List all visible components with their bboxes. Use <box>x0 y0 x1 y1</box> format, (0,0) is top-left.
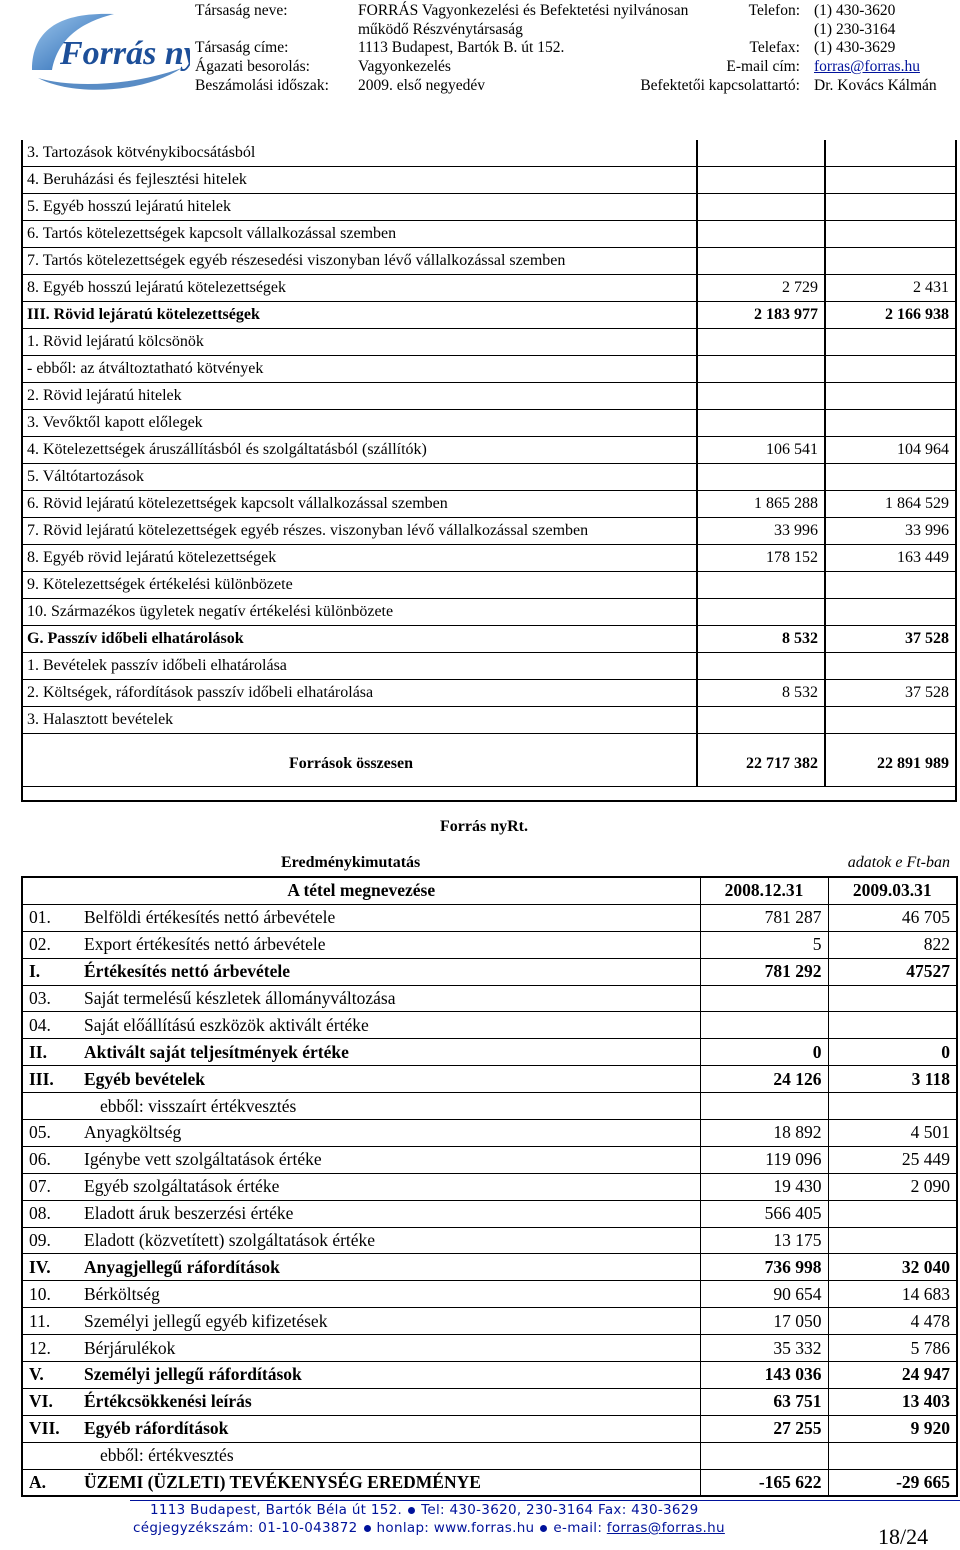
balance-row-value-2008 <box>697 248 825 275</box>
balance-row-value-2009 <box>825 707 955 734</box>
income-row-label: Bérjárulékok <box>78 1335 700 1362</box>
balance-row-label: 2. Költségek, ráfordítások passzív időbeli elhatárolása <box>21 680 697 707</box>
income-row <box>22 904 957 931</box>
income-row <box>22 1281 957 1308</box>
income-row-value-2009: 2 090 <box>828 1173 957 1200</box>
footer-divider <box>130 1500 960 1501</box>
income-row-code: IV. <box>22 1254 78 1281</box>
income-row-label: Eladott áruk beszerzési értéke <box>78 1200 700 1227</box>
balance-row-value-2009: 37 528 <box>825 626 955 653</box>
income-row-value-2008: 781 292 <box>700 958 828 985</box>
page-number: 18/24 <box>878 1524 929 1549</box>
income-row <box>22 931 957 958</box>
income-row-label: Anyagköltség <box>78 1120 700 1147</box>
income-row <box>22 1335 957 1362</box>
income-row-value-2009: 46 705 <box>828 904 957 931</box>
income-row-value-2009: -29 665 <box>828 1469 957 1496</box>
income-company-name: Forrás nyRt. <box>440 818 528 835</box>
income-row-value-2009: 47527 <box>828 958 957 985</box>
footer-email-prefix: e-mail: <box>553 1520 603 1536</box>
income-statement-table <box>21 876 958 1497</box>
balance-row-value-2008: 2 183 977 <box>697 302 825 329</box>
logo-text: Forrás n <box>60 35 184 72</box>
income-row-label: Igénybe vett szolgáltatások értéke <box>78 1146 700 1173</box>
col-header-2009: 2009.03.31 <box>828 877 957 904</box>
balance-row-value-2009 <box>825 653 955 680</box>
balance-row <box>21 437 955 464</box>
balance-row-value-2009 <box>825 167 955 194</box>
balance-row-value-2009 <box>825 383 955 410</box>
balance-row-label: 3. Vevőktől kapott előlegek <box>21 410 697 437</box>
balance-row-label: 4. Beruházási és fejlesztési hitelek <box>21 167 697 194</box>
income-row-value-2008: 18 892 <box>700 1120 828 1147</box>
income-row-value-2009: 3 118 <box>828 1066 957 1093</box>
label-investor-contact: Befektetői kapcsolattartó: <box>640 77 800 94</box>
investor-contact-name: Dr. Kovács Kálmán <box>814 77 937 94</box>
income-row-value-2008: 736 998 <box>700 1254 828 1281</box>
income-row <box>22 1415 957 1442</box>
balance-row-value-2008: 178 152 <box>697 545 825 572</box>
income-row-value-2009 <box>828 1227 957 1254</box>
balance-row <box>21 410 955 437</box>
col-header-2008: 2008.12.31 <box>700 877 828 904</box>
balance-row-value-2008 <box>697 194 825 221</box>
income-row <box>22 1120 957 1147</box>
income-row-value-2008: 17 050 <box>700 1308 828 1335</box>
phone-1: (1) 430-3620 <box>814 2 896 19</box>
income-row-label: Belföldi értékesítés nettó árbevétele <box>78 904 700 931</box>
income-row-code: 09. <box>22 1227 78 1254</box>
income-header-row <box>22 877 957 904</box>
income-row <box>22 1039 957 1066</box>
income-row-value-2008: 19 430 <box>700 1173 828 1200</box>
income-row-value-2008: 13 175 <box>700 1227 828 1254</box>
income-row-label: Egyéb szolgáltatások értéke <box>78 1173 700 1200</box>
income-row <box>22 1388 957 1415</box>
income-row-label: ebből: értékvesztés <box>78 1442 700 1469</box>
income-row-value-2008: 566 405 <box>700 1200 828 1227</box>
footer-address: 1113 Budapest, Bartók Béla út 152. <box>150 1502 403 1518</box>
label-company-address: Társaság címe: <box>195 39 289 56</box>
balance-row <box>21 491 955 518</box>
balance-row-value-2009 <box>825 221 955 248</box>
income-row-label: Aktivált saját teljesítmények értéke <box>78 1039 700 1066</box>
income-row <box>22 1066 957 1093</box>
income-row-value-2008: 63 751 <box>700 1388 828 1415</box>
balance-row <box>21 653 955 680</box>
income-row <box>22 1012 957 1039</box>
income-row-label: ebből: visszaírt értékvesztés <box>78 1093 700 1120</box>
income-row-code: II. <box>22 1039 78 1066</box>
balance-row-value-2009: 2 431 <box>825 275 955 302</box>
balance-row-label: G. Passzív időbeli elhatárolások <box>21 626 697 653</box>
balance-row-value-2009 <box>825 572 955 599</box>
income-row <box>22 1362 957 1389</box>
balance-row-label: 5. Egyéb hosszú lejáratú hitelek <box>21 194 697 221</box>
balance-row-value-2009: 37 528 <box>825 680 955 707</box>
balance-row-label: 3. Halasztott bevételek <box>21 707 697 734</box>
income-row-code: V. <box>22 1362 78 1389</box>
balance-row-label: 2. Rövid lejáratú hitelek <box>21 383 697 410</box>
logo-graphic <box>22 8 190 92</box>
income-row-value-2008 <box>700 1012 828 1039</box>
income-row <box>22 1254 957 1281</box>
balance-row-label: 9. Kötelezettségek értékelési különbözete <box>21 572 697 599</box>
income-row-value-2009: 9 920 <box>828 1415 957 1442</box>
phone-2: (1) 230-3164 <box>814 21 896 38</box>
balance-row <box>21 707 955 734</box>
balance-row-label: 6. Tartós kötelezettségek kapcsolt vállalkozással szemben <box>21 221 697 248</box>
income-row <box>22 1469 957 1496</box>
balance-row <box>21 248 955 275</box>
balance-row-value-2008 <box>697 329 825 356</box>
balance-row-value-2009: 33 996 <box>825 518 955 545</box>
income-row-code: 12. <box>22 1335 78 1362</box>
income-row-value-2009: 4 501 <box>828 1120 957 1147</box>
income-row-value-2008: 143 036 <box>700 1362 828 1389</box>
company-logo <box>22 8 190 92</box>
income-row-code: 04. <box>22 1012 78 1039</box>
balance-row-value-2009 <box>825 464 955 491</box>
income-row-value-2008: 24 126 <box>700 1066 828 1093</box>
income-row <box>22 1146 957 1173</box>
income-row-value-2009: 14 683 <box>828 1281 957 1308</box>
income-row <box>22 1227 957 1254</box>
balance-row-label: III. Rövid lejáratú kötelezettségek <box>21 302 697 329</box>
document-header <box>0 0 960 100</box>
income-row-value-2009: 822 <box>828 931 957 958</box>
bullet-icon <box>540 1525 547 1532</box>
bullet-icon <box>408 1507 415 1514</box>
company-sector: Vagyonkezelés <box>358 58 451 75</box>
income-row-value-2009 <box>828 985 957 1012</box>
balance-row-label: 1. Bevételek passzív időbeli elhatárolása <box>21 653 697 680</box>
balance-row <box>21 221 955 248</box>
label-email: E-mail cím: <box>726 58 800 75</box>
label-period: Beszámolási időszak: <box>195 77 329 94</box>
income-row-value-2008: 90 654 <box>700 1281 828 1308</box>
income-row-value-2008: -165 622 <box>700 1469 828 1496</box>
income-row-value-2008 <box>700 1442 828 1469</box>
balance-row-value-2009 <box>825 410 955 437</box>
footer-registration: cégjegyzékszám: 01-10-043872 <box>133 1520 358 1536</box>
income-row <box>22 1308 957 1335</box>
income-row-value-2009: 5 786 <box>828 1335 957 1362</box>
footer-line-1 <box>150 1502 699 1518</box>
income-row-code: VII. <box>22 1415 78 1442</box>
income-row <box>22 1093 957 1120</box>
balance-row-value-2009 <box>825 329 955 356</box>
balance-row <box>21 302 955 329</box>
unit-note: adatok e Ft-ban <box>847 854 950 871</box>
balance-total-2008: 22 717 382 <box>697 734 825 787</box>
bullet-icon <box>364 1525 371 1532</box>
balance-row-value-2008 <box>697 140 825 167</box>
income-row-code: 11. <box>22 1308 78 1335</box>
income-row-label: Egyéb bevételek <box>78 1066 700 1093</box>
income-row-value-2009 <box>828 1012 957 1039</box>
balance-row <box>21 140 955 167</box>
income-row-value-2008: 5 <box>700 931 828 958</box>
company-address: 1113 Budapest, Bartók B. út 152. <box>358 39 565 56</box>
balance-total-2009: 22 891 989 <box>825 734 955 787</box>
balance-row-label: 7. Tartós kötelezettségek egyéb részesedési viszonyban lévő vállalkozással szemben <box>21 248 697 275</box>
footer-email-link[interactable]: forras@forras.hu <box>606 1520 725 1536</box>
income-row-label: Bérköltség <box>78 1281 700 1308</box>
balance-total-label: Források összesen <box>21 734 697 787</box>
income-row-value-2009 <box>828 1093 957 1120</box>
balance-row-value-2008: 106 541 <box>697 437 825 464</box>
income-row-code: 03. <box>22 985 78 1012</box>
income-row-value-2008 <box>700 985 828 1012</box>
balance-row <box>21 518 955 545</box>
income-row-value-2009: 24 947 <box>828 1362 957 1389</box>
balance-row-value-2009 <box>825 194 955 221</box>
balance-row-value-2008: 1 865 288 <box>697 491 825 518</box>
footer-phone-fax: Tel: 430-3620, 230-3164 Fax: 430-3629 <box>421 1502 699 1518</box>
income-row-code: 07. <box>22 1173 78 1200</box>
balance-row-value-2008 <box>697 410 825 437</box>
income-row-label: Személyi jellegű ráfordítások <box>78 1362 700 1389</box>
balance-row <box>21 194 955 221</box>
reporting-period: 2009. első negyedév <box>358 77 485 94</box>
income-row <box>22 985 957 1012</box>
income-row-label: Egyéb ráfordítások <box>78 1415 700 1442</box>
income-row-code: I. <box>22 958 78 985</box>
balance-row-label: 4. Kötelezettségek áruszállításból és szolgáltatásból (szállítók) <box>21 437 697 464</box>
balance-row-label: 3. Tartozások kötvénykibocsátásból <box>21 140 697 167</box>
income-row-label: Értékcsökkenési leírás <box>78 1388 700 1415</box>
balance-row-label: 7. Rövid lejáratú kötelezettségek egyéb részes. viszonyban lévő vállalkozással szemben <box>21 518 697 545</box>
balance-row-value-2008 <box>697 383 825 410</box>
income-statement-title: Eredménykimutatás <box>281 854 421 871</box>
income-row-code <box>22 1093 78 1120</box>
balance-row-value-2008 <box>697 221 825 248</box>
balance-row-value-2008 <box>697 167 825 194</box>
balance-row <box>21 572 955 599</box>
income-row-value-2009: 13 403 <box>828 1388 957 1415</box>
balance-row-label: 8. Egyéb rövid lejáratú kötelezettségek <box>21 545 697 572</box>
balance-row-value-2008 <box>697 464 825 491</box>
balance-row-value-2009: 104 964 <box>825 437 955 464</box>
company-name-line1: FORRÁS Vagyonkezelési és Befektetési nyilvánosan <box>358 2 689 19</box>
income-row-value-2009 <box>828 1200 957 1227</box>
label-fax: Telefax: <box>749 39 800 56</box>
income-row <box>22 1200 957 1227</box>
income-row-label: Export értékesítés nettó árbevétele <box>78 931 700 958</box>
balance-row-value-2009 <box>825 248 955 275</box>
balance-row <box>21 167 955 194</box>
income-row-code: VI. <box>22 1388 78 1415</box>
income-row <box>22 1442 957 1469</box>
balance-row-label: 1. Rövid lejáratú kölcsönök <box>21 329 697 356</box>
income-row-value-2009: 32 040 <box>828 1254 957 1281</box>
label-company-name: Társaság neve: <box>195 2 288 19</box>
income-row-label: Saját termelésű készletek állományváltozása <box>78 985 700 1012</box>
label-sector: Ágazati besorolás: <box>195 58 310 75</box>
balance-row-value-2008 <box>697 707 825 734</box>
income-row <box>22 958 957 985</box>
income-row <box>22 1173 957 1200</box>
email-link[interactable]: forras@forras.hu <box>814 58 920 75</box>
income-row-code <box>22 1442 78 1469</box>
balance-row <box>21 383 955 410</box>
balance-row-label: 8. Egyéb hosszú lejáratú kötelezettségek <box>21 275 697 302</box>
balance-row-label: 6. Rövid lejáratú kötelezettségek kapcsolt vállalkozással szemben <box>21 491 697 518</box>
balance-row <box>21 545 955 572</box>
income-row-value-2009 <box>828 1442 957 1469</box>
balance-row-value-2008: 33 996 <box>697 518 825 545</box>
balance-row-label: - ebből: az átváltoztatható kötvények <box>21 356 697 383</box>
balance-row <box>21 599 955 626</box>
income-row-label: ÜZEMI (ÜZLETI) TEVÉKENYSÉG EREDMÉNYE <box>78 1469 700 1496</box>
income-row-code: 05. <box>22 1120 78 1147</box>
balance-row-value-2008 <box>697 653 825 680</box>
label-phone: Telefon: <box>748 2 800 19</box>
balance-row <box>21 626 955 653</box>
balance-row-value-2009: 163 449 <box>825 545 955 572</box>
balance-row-value-2009: 1 864 529 <box>825 491 955 518</box>
fax-number: (1) 430-3629 <box>814 39 896 56</box>
income-row-label: Személyi jellegű egyéb kifizetések <box>78 1308 700 1335</box>
balance-row <box>21 464 955 491</box>
balance-row-label: 5. Váltótartozások <box>21 464 697 491</box>
income-row-value-2008 <box>700 1093 828 1120</box>
income-row-value-2008: 119 096 <box>700 1146 828 1173</box>
income-row-code: 08. <box>22 1200 78 1227</box>
balance-row <box>21 329 955 356</box>
footer-website: honlap: www.forras.hu <box>376 1520 535 1536</box>
income-row-code: 06. <box>22 1146 78 1173</box>
footer-line-2 <box>133 1520 725 1536</box>
income-row-value-2009: 4 478 <box>828 1308 957 1335</box>
income-row-value-2008: 27 255 <box>700 1415 828 1442</box>
balance-row-value-2008: 8 532 <box>697 680 825 707</box>
income-row-code: 01. <box>22 904 78 931</box>
balance-row-label: 10. Származékos ügyletek negatív értékelési különbözete <box>21 599 697 626</box>
income-row-label: Eladott (közvetített) szolgáltatások értéke <box>78 1227 700 1254</box>
balance-row-value-2009 <box>825 356 955 383</box>
income-row-code: 02. <box>22 931 78 958</box>
income-row-code: 10. <box>22 1281 78 1308</box>
income-row-value-2008: 0 <box>700 1039 828 1066</box>
income-row-label: Értékesítés nettó árbevétele <box>78 958 700 985</box>
balance-row-value-2009: 2 166 938 <box>825 302 955 329</box>
balance-row-value-2008 <box>697 599 825 626</box>
balance-total-row <box>21 734 955 787</box>
balance-sheet-table <box>21 140 955 787</box>
income-row-code: III. <box>22 1066 78 1093</box>
balance-row-value-2009 <box>825 140 955 167</box>
balance-row <box>21 356 955 383</box>
income-row-value-2008: 35 332 <box>700 1335 828 1362</box>
income-row-label: Anyagjellegű ráfordítások <box>78 1254 700 1281</box>
balance-row-value-2008: 8 532 <box>697 626 825 653</box>
balance-row-value-2008 <box>697 572 825 599</box>
balance-row <box>21 680 955 707</box>
income-row-value-2009: 25 449 <box>828 1146 957 1173</box>
income-row-label: Saját előállítású eszközök aktivált értéke <box>78 1012 700 1039</box>
balance-row-value-2008 <box>697 356 825 383</box>
col-header-item: A tétel megnevezése <box>22 877 700 904</box>
balance-row-value-2008: 2 729 <box>697 275 825 302</box>
company-name-line2: működő Részvénytársaság <box>358 21 523 38</box>
income-row-code: A. <box>22 1469 78 1496</box>
balance-row <box>21 275 955 302</box>
balance-row-value-2009 <box>825 599 955 626</box>
income-row-value-2009: 0 <box>828 1039 957 1066</box>
income-row-value-2008: 781 287 <box>700 904 828 931</box>
